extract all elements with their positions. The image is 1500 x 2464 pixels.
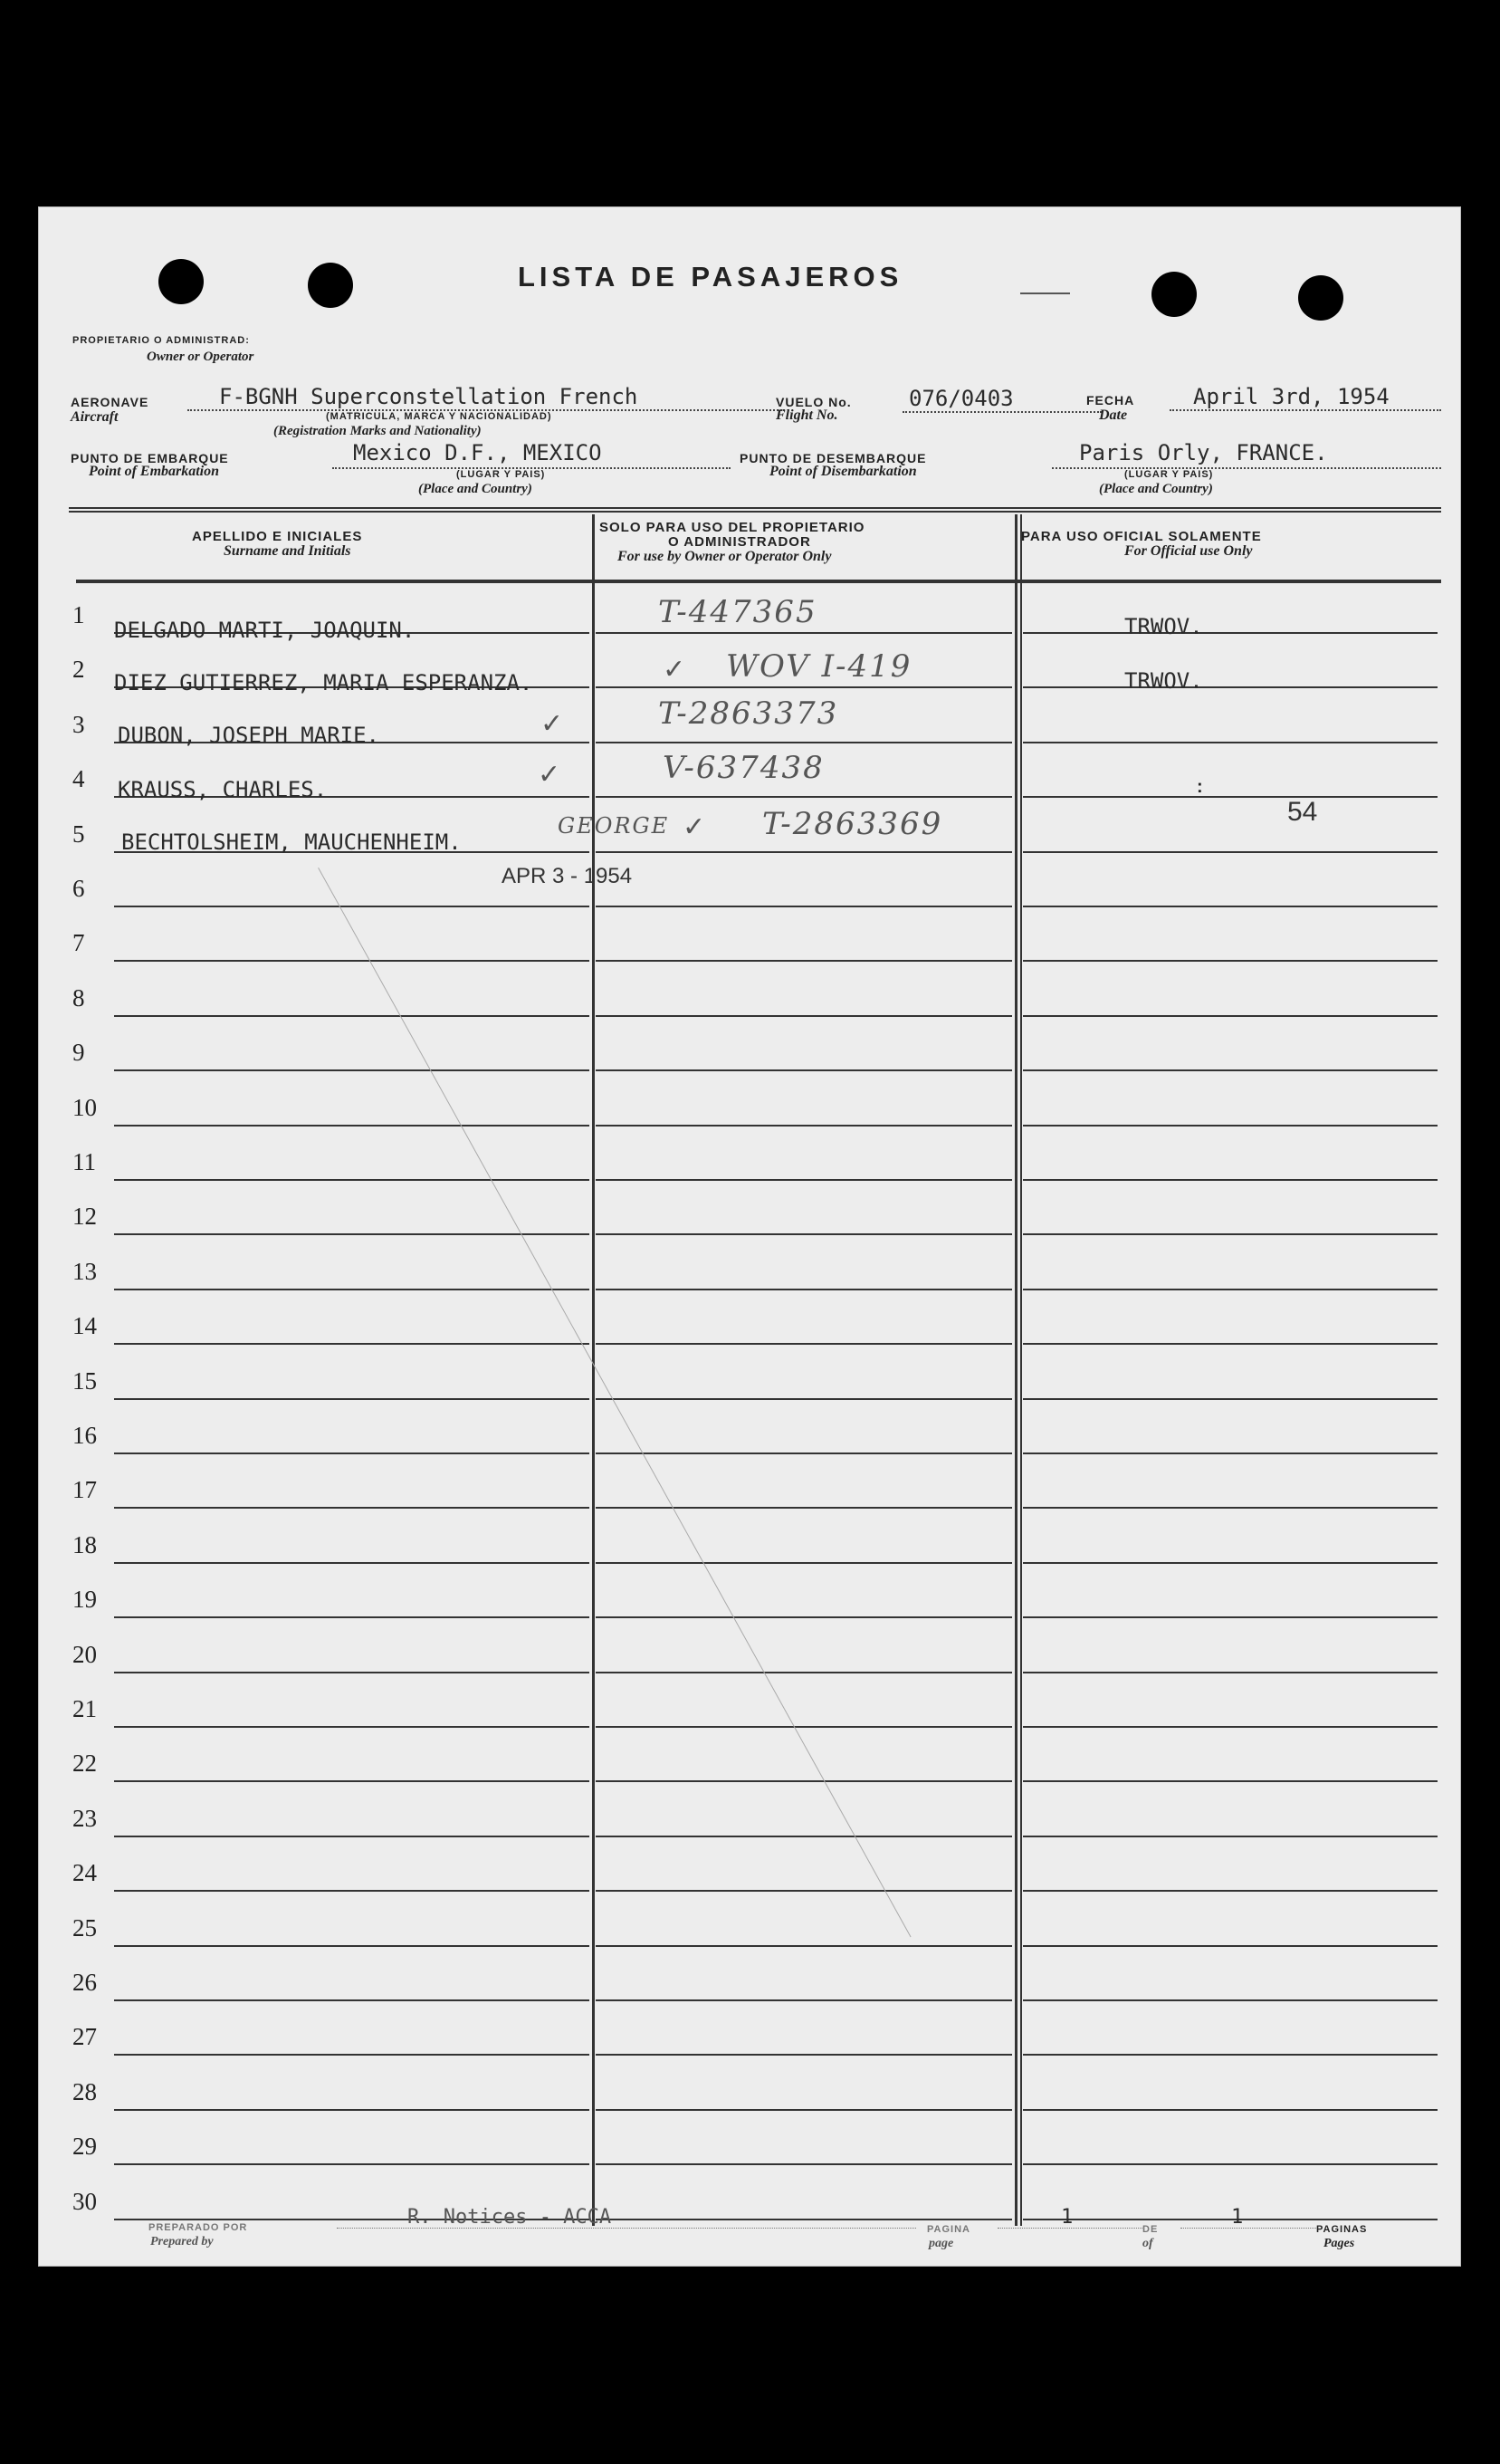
row-line: [1023, 960, 1438, 962]
page-value: 1: [1061, 2206, 1074, 2229]
embark-sub-es: (LUGAR Y PAIS): [456, 469, 546, 480]
passenger-name: BECHTOLSHEIM, MAUCHENHEIM.: [121, 829, 462, 855]
disembark-value: Paris Orly, FRANCE.: [1079, 440, 1328, 465]
row-number: 14: [72, 1312, 97, 1340]
disembark-label-en: Point of Disembarkation: [769, 464, 917, 479]
row-number: 24: [72, 1859, 97, 1887]
row-number: 12: [72, 1203, 97, 1231]
row-line: [114, 1836, 589, 1837]
disembark-underline: [1052, 467, 1441, 469]
row-line: [596, 1233, 1012, 1235]
row-line: [596, 742, 1012, 743]
row-number: 22: [72, 1750, 97, 1778]
row-line: [114, 1616, 589, 1618]
title-dash: [1020, 292, 1070, 294]
embark-label-en: Point of Embarkation: [89, 464, 220, 479]
pencil-stroke: [318, 868, 911, 1937]
checkmark-icon: ✓: [663, 654, 686, 686]
owner-label-es: PROPIETARIO O ADMINISTRAD:: [72, 335, 250, 346]
row-line: [596, 1015, 1012, 1017]
col-owner-en: For use by Owner or Operator Only: [617, 549, 832, 564]
row-line: [596, 1289, 1012, 1290]
row-number: 10: [72, 1093, 97, 1121]
punch-hole: [1151, 272, 1197, 317]
row-line: [114, 1289, 589, 1290]
prepared-label-es: PREPARADO POR: [148, 2222, 248, 2233]
row-line: [596, 1616, 1012, 1618]
row-number: 23: [72, 1804, 97, 1832]
row-line: [114, 1453, 589, 1454]
row-line: [114, 1125, 589, 1127]
row-line: [1023, 742, 1438, 743]
row-number: 13: [72, 1257, 97, 1285]
row-line: [1023, 2054, 1438, 2056]
row-line: [596, 796, 1012, 798]
row-line: [596, 1398, 1012, 1400]
prepared-underline: [337, 2228, 916, 2229]
row-line: [596, 2109, 1012, 2111]
aircraft-label-en: Aircraft: [71, 409, 119, 425]
row-line: [1023, 2163, 1438, 2165]
aircraft-sub-en: (Registration Marks and Nationality): [273, 424, 482, 438]
row-number: 5: [72, 820, 85, 848]
flight-underline: [903, 411, 1102, 413]
row-number: 21: [72, 1695, 97, 1722]
row-number: 20: [72, 1640, 97, 1668]
row-line: [596, 1125, 1012, 1127]
table-header-rule: [76, 580, 1441, 583]
row-line: [1023, 906, 1438, 907]
row-line: [596, 1453, 1012, 1454]
row-number: 28: [72, 2077, 97, 2105]
row-line: [596, 1836, 1012, 1837]
checkmark-icon: ✓: [538, 759, 561, 791]
row-line: [1023, 1343, 1438, 1345]
passenger-list-form: [38, 206, 1461, 2267]
row-number: 11: [72, 1148, 96, 1175]
row-line: [596, 2219, 1012, 2220]
row-line: [596, 1780, 1012, 1782]
row-number: 18: [72, 1530, 97, 1558]
row-line: [114, 1343, 589, 1345]
embark-label-es: PUNTO DE EMBARQUE: [71, 451, 229, 465]
passenger-name: DELGADO MARTI, JOAQUIN.: [114, 618, 416, 643]
row-count-mark: 54: [1287, 797, 1318, 827]
row-line: [114, 960, 589, 962]
row-line: [1023, 686, 1438, 688]
passenger-owner-note: T-2863369: [762, 806, 943, 842]
row-line: [114, 1015, 589, 1017]
punch-hole: [158, 259, 204, 304]
passenger-name: DUBON, JOSEPH MARIE.: [118, 723, 379, 748]
row-line: [114, 1726, 589, 1728]
row-line: [1023, 1780, 1438, 1782]
disembark-sub-en: (Place and Country): [1099, 482, 1213, 496]
of-value: 1: [1231, 2206, 1244, 2229]
row-line: [596, 851, 1012, 853]
date-label-es: FECHA: [1086, 393, 1135, 407]
row-line: [596, 686, 1012, 688]
row-line: [114, 1672, 589, 1673]
passenger-name: KRAUSS, CHARLES.: [118, 777, 328, 802]
aircraft-sub-es: (MATRICULA, MARCA Y NACIONALIDAD): [326, 411, 552, 422]
row-line: [596, 1069, 1012, 1071]
embark-value: Mexico D.F., MEXICO: [353, 440, 602, 465]
row-line: [596, 2163, 1012, 2165]
row-number: 27: [72, 2023, 97, 2051]
row-line: [1023, 1289, 1438, 1290]
of-label-es: DE: [1142, 2224, 1159, 2235]
row-line: [596, 1999, 1012, 2001]
col-owner-es-2: O ADMINISTRADOR: [668, 534, 811, 550]
row-line: [1023, 1069, 1438, 1071]
row-line: [1023, 1562, 1438, 1564]
passenger-official: TRWOV.: [1124, 668, 1203, 694]
aircraft-value: F-BGNH Superconstellation French: [219, 384, 638, 409]
row-number: 30: [72, 2187, 97, 2215]
row-line: [596, 1672, 1012, 1673]
row-line: [114, 1233, 589, 1235]
col-surname-en: Surname and Initials: [224, 543, 351, 559]
row-line: [114, 1069, 589, 1071]
row-line: [1023, 2109, 1438, 2111]
row-line: [1023, 1726, 1438, 1728]
row-line: [596, 2054, 1012, 2056]
col-official-en: For Official use Only: [1124, 543, 1253, 559]
row-line: [1023, 796, 1438, 798]
pages-label-en: Pages: [1323, 2237, 1355, 2250]
col-official-es: PARA USO OFICIAL SOLAMENTE: [1021, 529, 1262, 544]
checkmark-icon: ✓: [540, 708, 564, 740]
row-line: [596, 1945, 1012, 1947]
col-divider-1: [592, 514, 595, 2226]
row-line: [114, 1179, 589, 1181]
row-line: [1023, 1945, 1438, 1947]
row-number: 6: [72, 875, 85, 902]
row-line: [1023, 1999, 1438, 2001]
row-line: [1023, 632, 1438, 634]
row-number: 15: [72, 1366, 97, 1395]
row-line: [1023, 1125, 1438, 1127]
row-line: [114, 1562, 589, 1564]
flight-label-en: Flight No.: [776, 407, 838, 423]
row-number: 19: [72, 1586, 97, 1614]
row-line: [114, 1507, 589, 1509]
row-line: [596, 960, 1012, 962]
row-line: [114, 1890, 589, 1892]
row-number: 9: [72, 1039, 85, 1067]
col-divider-2: [1015, 514, 1018, 2226]
page-label-en: page: [929, 2237, 954, 2250]
passenger-name: DIEZ GUTIERREZ, MARIA ESPERANZA.: [114, 670, 533, 695]
form-title: LISTA DE PASAJEROS: [518, 261, 903, 292]
dot-mark: :: [1197, 777, 1204, 797]
row-line: [596, 906, 1012, 907]
row-number: 29: [72, 2133, 97, 2161]
row-line: [114, 1398, 589, 1400]
row-number: 26: [72, 1969, 97, 1996]
row-line: [1023, 2219, 1438, 2220]
date-stamp: APR 3 - 1954: [502, 864, 633, 888]
date-value: April 3rd, 1954: [1193, 384, 1390, 409]
row-line: [1023, 1616, 1438, 1618]
disembark-sub-es: (LUGAR Y PAIS): [1124, 469, 1214, 480]
of-label-en: of: [1142, 2237, 1153, 2250]
passenger-owner-note: V-637438: [663, 750, 825, 786]
row-number: 25: [72, 1913, 97, 1941]
row-line: [1023, 851, 1438, 853]
row-line: [1023, 1179, 1438, 1181]
row-line: [114, 1945, 589, 1947]
row-line: [1023, 1233, 1438, 1235]
row-line: [1023, 1836, 1438, 1837]
row-line: [1023, 1015, 1438, 1017]
row-number: 4: [72, 765, 85, 793]
row-number: 2: [72, 656, 85, 684]
aircraft-label-es: AERONAVE: [71, 395, 149, 409]
row-number: 7: [72, 929, 85, 957]
header-rule: [69, 507, 1441, 513]
passenger-owner-note: T-2863373: [658, 695, 839, 732]
passenger-owner-note: T-447365: [658, 594, 817, 630]
punch-hole: [1298, 275, 1343, 321]
row-line: [596, 1343, 1012, 1345]
row-number: 17: [72, 1476, 97, 1504]
row-line: [114, 2109, 589, 2111]
row-number: 1: [72, 601, 85, 628]
of-underline: [1180, 2228, 1316, 2229]
col-divider-3: [1020, 514, 1022, 2226]
row-line: [114, 906, 589, 907]
col-owner-es-1: SOLO PARA USO DEL PROPIETARIO: [599, 520, 865, 535]
disembark-label-es: PUNTO DE DESEMBARQUE: [740, 451, 927, 465]
row-line: [596, 632, 1012, 634]
embark-sub-en: (Place and Country): [418, 482, 532, 496]
col-surname-es: APELLIDO E INICIALES: [192, 529, 363, 544]
row-line: [1023, 1890, 1438, 1892]
passenger-official: TRWOV.: [1124, 614, 1203, 639]
row-line: [596, 1179, 1012, 1181]
row-line: [1023, 1398, 1438, 1400]
flight-label-es: VUELO No.: [776, 395, 852, 409]
row-line: [596, 1562, 1012, 1564]
row-number: 3: [72, 710, 85, 738]
row-line: [1023, 1507, 1438, 1509]
passenger-owner-note: WOV I-419: [726, 648, 912, 685]
george-annotation: GEORGE: [558, 813, 670, 839]
row-number: 8: [72, 983, 85, 1011]
row-line: [114, 1780, 589, 1782]
checkmark-icon: ✓: [683, 811, 706, 843]
row-line: [114, 2163, 589, 2165]
page-label-es: PAGINA: [927, 2224, 970, 2235]
row-line: [596, 1507, 1012, 1509]
owner-label-en: Owner or Operator: [147, 350, 254, 364]
prepared-label-en: Prepared by: [150, 2235, 214, 2248]
flight-value: 076/0403: [909, 386, 1014, 411]
row-line: [1023, 1453, 1438, 1454]
punch-hole: [308, 263, 353, 308]
row-line: [1023, 1672, 1438, 1673]
date-label-en: Date: [1099, 407, 1128, 423]
page-underline: [998, 2228, 1142, 2229]
row-line: [114, 1999, 589, 2001]
row-number: 16: [72, 1422, 97, 1449]
prepared-value: R. Notices - ACCA: [407, 2206, 612, 2229]
row-line: [114, 2054, 589, 2056]
date-underline: [1170, 409, 1441, 411]
pages-label-es: PAGINAS: [1316, 2224, 1368, 2235]
row-line: [596, 1726, 1012, 1728]
row-line: [596, 1890, 1012, 1892]
